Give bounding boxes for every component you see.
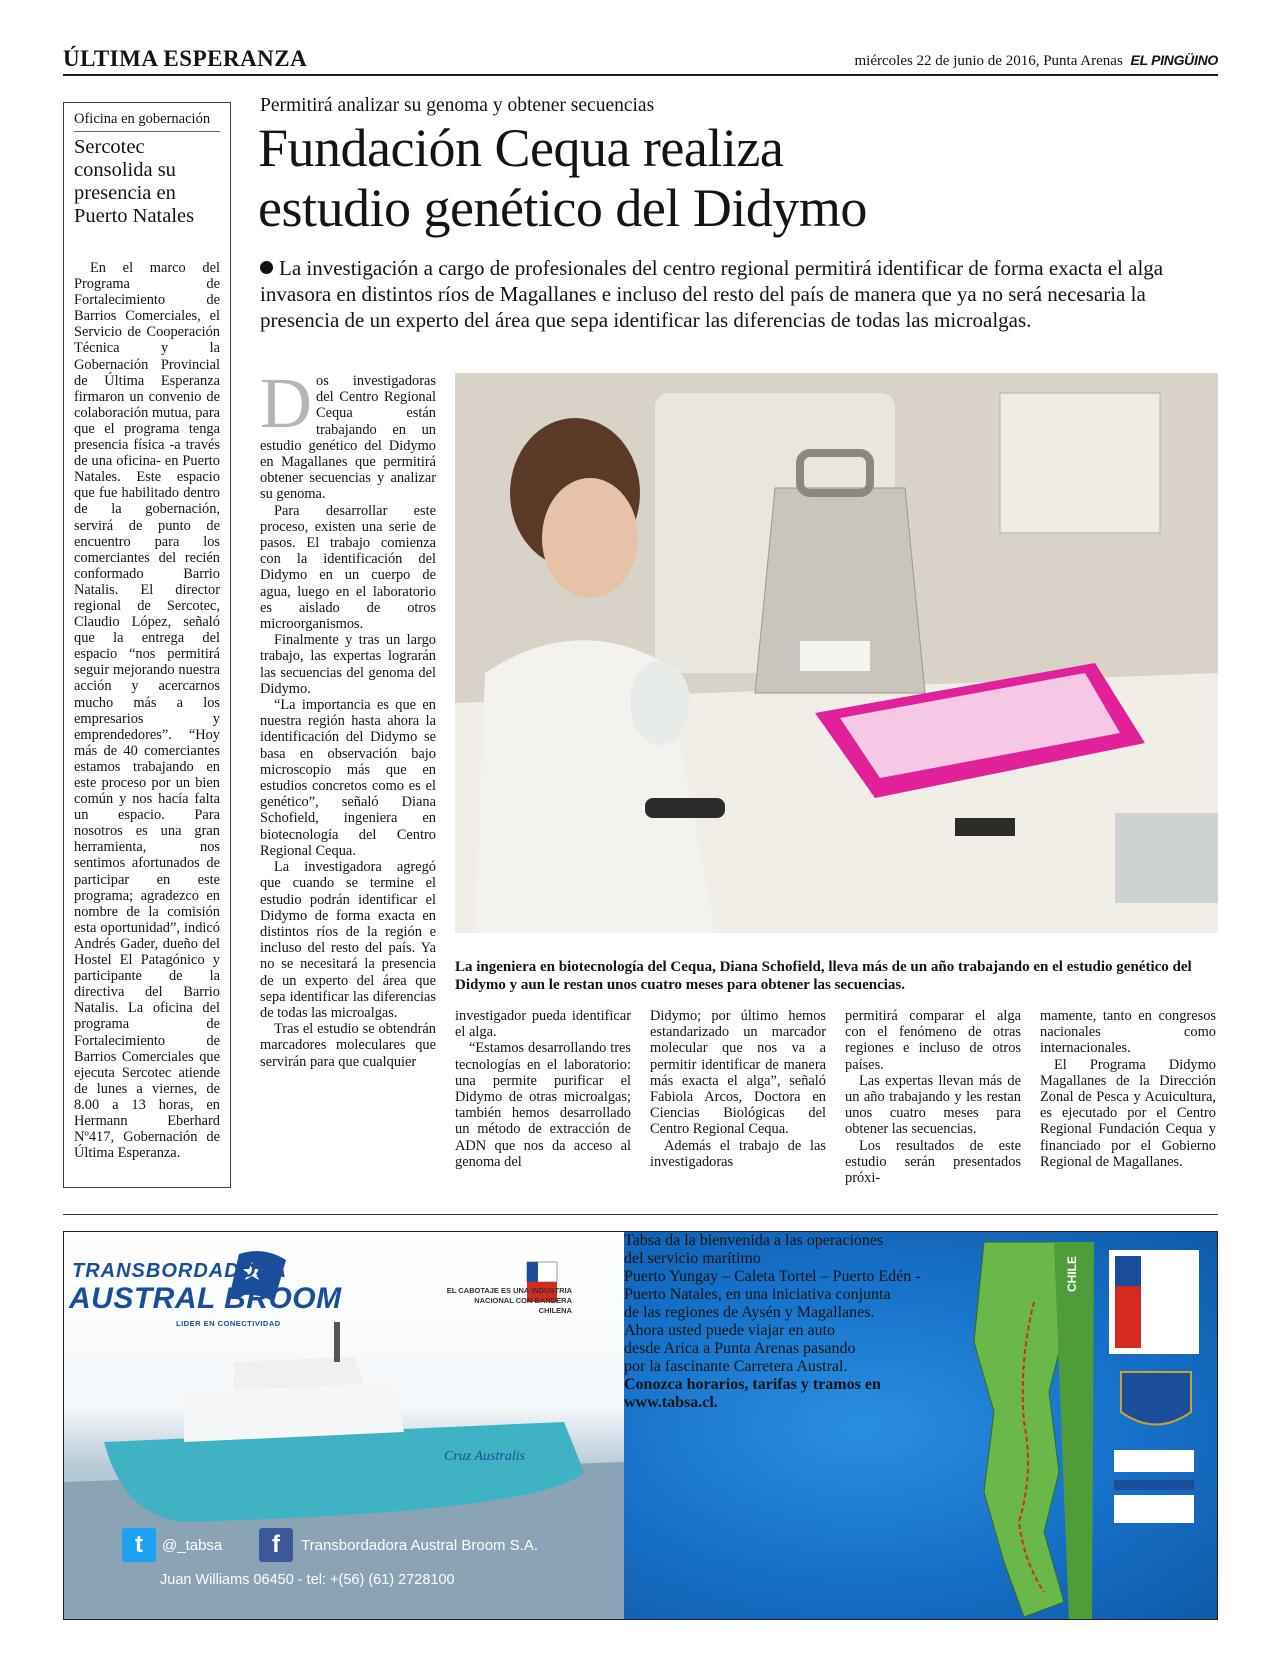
article-photo xyxy=(455,373,1218,933)
header-rule xyxy=(63,74,1218,76)
newspaper-brand: EL PINGÜINO xyxy=(1130,52,1218,68)
paragraph: permitirá comparar el alga con el fenómeno de otras regiones e incluso de otros países. xyxy=(845,1008,1021,1073)
ad-text-line: desde Arica a Punta Arenas pasando xyxy=(624,1340,856,1357)
ad-logo-line-2: AUSTRAL BROOM xyxy=(69,1282,342,1315)
paragraph: Tras el estudio se obtendrán marcadores moleculares que servirán para que cualquier xyxy=(260,1021,436,1070)
chile-flag-blue xyxy=(527,1262,538,1282)
headline-line-1: Fundación Cequa realiza xyxy=(258,118,784,178)
map-country-label: CHILE xyxy=(1065,1256,1079,1292)
paragraph: Para desarrollar este proceso, existen una serie de pasos. El trabajo comienza con la identificación del Didymo en un cuerpo de agua, luego en el laboratorio es aislado de otros microorganismos. xyxy=(260,502,436,633)
twitter-handle[interactable]: @_tabsa xyxy=(162,1537,223,1554)
sidebar-body: En el marco del Programa de Fortalecimiento de Barrios Comerciales, el Servicio de Cooperación Técnica y la Gobernación Provincial de Última Esperanza firmaron un convenio de colaboración mutua, para que el programa tenga presencia física -a través de una oficina- en Puerto Natales. Este espacio que fue habilitado dentro de la gobernación, servirá de punto de encuentro para los comerciantes del recién conformado Barrio Natalis. El director regional de Sercotec, Claudio López, señaló que la entrega del espacio “nos permitirá seguir mejorando nuestra acción y acercarnos mucho más a los empresarios y emprendedores”. “Hoy más de 40 comerciantes estamos trabajando en este proceso por un bien común y nos hacía falta un espacio. Para nosotros es una gran herramienta, nos sentimos afortunados de participar en este programa; agradezco en nombre de la comisión esta oportunidad”, indicó Andrés Gader, dueño del Hostel El Patagónico y participante de la directiva del Barrio Natalis. La oficina del programa de Fortalecimiento de Barrios Comerciales que ejecuta Sercotec atiende de lunes a viernes, de 8.00 a 13 horas, en Hermann Eberhard Nº417, Gobernación de Última Esperanza. xyxy=(74,260,220,1162)
drop-cap: D xyxy=(260,373,312,443)
article-headline xyxy=(258,118,1218,238)
wall-poster xyxy=(1000,393,1160,533)
paragraph: La investigadora agregó que cuando se termine el estudio podrán identificar el Didymo de forma exacta en distintos ríos de la región e incluso del resto del país. Ya no se necesitará la presencia de un experto del área que sepa identificar las diferencias de todas las microalgas. xyxy=(260,859,436,1021)
ad-text-line: de las regiones de Aysén y Magallanes. xyxy=(624,1304,875,1321)
sidebar-kicker: Oficina en gobernación xyxy=(74,111,220,132)
ad-text-line[interactable]: www.tabsa.cl. xyxy=(624,1394,718,1411)
route-banner xyxy=(1114,1480,1194,1490)
lab-scene-illustration xyxy=(455,373,1218,933)
paragraph: Finalmente y tras un largo trabajo, las expertas lograrán las secuencias del genoma del Didymo. xyxy=(260,632,436,697)
ferry-superstructure xyxy=(184,1382,404,1442)
deck-text: La investigación a cargo de profesionales del centro regional permitirá identificar de forma exacta el alga invasora en distintos ríos de Magallanes e incluso del resto del país de manera que ya no será necesaria la presencia de un experto del área que sepa identificar las diferencias de todas las microalgas. xyxy=(260,256,1164,332)
pipette-tip-rack xyxy=(1115,813,1218,903)
paragraph: Didymo; por último hemos estandarizado un marcador molecular que nos va a permitir identificar de manera más exacta el alga”, señaló Fabiola Arcos, Doctora en Ciencias Biológicas del Centro Regional Cequa. xyxy=(650,1008,826,1138)
paragraph: Los resultados de este estudio serán presentados próxi- xyxy=(845,1137,1021,1187)
article-kicker: Permitirá analizar su genoma y obtener secuencias xyxy=(260,95,655,116)
ad-address: Juan Williams 06450 - tel: +(56) (61) 2728100 xyxy=(160,1572,455,1588)
twitter-icon[interactable]: t xyxy=(122,1528,156,1562)
paragraph: “Estamos desarrollando tres tecnologías en el laboratorio: una permite purificar el Didymo de otras microalgas; también hemos desarrollado un método de extracción de ADN que nos da acceso al genoma del xyxy=(455,1040,631,1170)
paragraph: mamente, tanto en congresos nacionales como internacionales. xyxy=(1040,1008,1216,1057)
ad-cabotaje-note: EL CABOTAJE ES UNA INDUSTRIA NACIONAL CON BANDERA CHILENA xyxy=(446,1286,572,1315)
sidebar-headline: Sercotec consolida su presencia en Puerto Natales xyxy=(74,136,195,227)
ferry-mast xyxy=(334,1322,340,1362)
date-text: miércoles 22 de junio de 2016, Punta Arenas xyxy=(854,53,1123,69)
article-column-2 xyxy=(455,1008,631,1203)
facebook-page[interactable]: Transbordadora Austral Broom S.A. xyxy=(301,1537,539,1554)
ad-logo-line-1: TRANSBORDADORA xyxy=(72,1260,288,1282)
wrist-watch xyxy=(645,798,725,818)
regional-shield-icon xyxy=(1121,1372,1191,1425)
article-column-4 xyxy=(845,1008,1021,1203)
paragraph: El Programa Didymo Magallanes de la Dirección Zonal de Pesca y Acuicultura, es ejecutado por el Centro Regional Fundación Cequa y financiado por el Gobierno Regional de Magallanes. xyxy=(1040,1056,1216,1170)
map-inland xyxy=(1054,1242,1094,1620)
ad-text-line: Puerto Yungay – Caleta Tortel – Puerto Edén - xyxy=(624,1268,921,1285)
footer-rule xyxy=(63,1214,1218,1215)
gloved-hand xyxy=(630,661,690,745)
sample-box xyxy=(955,818,1015,836)
paragraph: “La importancia es que en nuestra región hasta ahora la identificación del Didymo se basa en observación bajo microscopio más que en estudios concretos como es el genético”, señaló Diana Schofield, ingeniera en biotecnología del Centro Regional Cequa. xyxy=(260,697,436,859)
map-landmass xyxy=(974,1242,1069,1617)
ship-name: Cruz Australis xyxy=(444,1449,526,1464)
ad-tagline: LIDER EN CONECTIVIDAD xyxy=(176,1319,281,1328)
route-map xyxy=(624,1232,1218,1620)
article-column-1 xyxy=(260,373,436,1203)
device-label xyxy=(800,641,870,671)
sidebar-article xyxy=(63,102,231,1188)
article-column-3 xyxy=(650,1008,826,1203)
article-deck xyxy=(260,255,1218,333)
ad-info-panel xyxy=(624,1232,1218,1620)
ministry-logo-red xyxy=(1115,1286,1141,1348)
ad-text-line: Conozca horarios, tarifas y tramos en xyxy=(624,1376,881,1393)
headline-line-2: estudio genético del Didymo xyxy=(258,178,867,238)
section-title: ÚLTIMA ESPERANZA xyxy=(63,46,308,71)
facebook-icon[interactable]: f xyxy=(259,1528,293,1562)
paragraph: Además el trabajo de las investigadoras xyxy=(650,1137,826,1170)
government-logo xyxy=(1114,1495,1194,1523)
ad-text-line: del servicio marítimo xyxy=(624,1250,761,1267)
paragraph: investigador pueda identificar el alga. xyxy=(455,1008,631,1041)
paragraph: Las expertas llevan más de un año trabajando y les restan unos cuatro meses para obtener las secuencias. xyxy=(845,1072,1021,1138)
ad-ship-panel xyxy=(64,1232,624,1620)
photo-caption: La ingeniera en biotecnología del Cequa, Diana Schofield, lleva más de un año trabajando en el estudio genético del Didymo y aun le restan unos cuatro meses para obtener las secuencias. xyxy=(455,959,1192,993)
ad-text-line: Ahora usted puede viajar en auto xyxy=(624,1322,836,1339)
paragraph xyxy=(260,373,436,503)
dateline xyxy=(855,52,1219,70)
scientist-face xyxy=(542,478,638,598)
paragraph-text: os investigadoras del Centro Regional Cequa están trabajando en un estudio genético del Didymo en Magallanes que permitirá obtener secuencias y analizar su genoma. xyxy=(260,373,436,503)
ad-text-line: Puerto Natales, en una iniciativa conjunta xyxy=(624,1286,891,1303)
program-logo xyxy=(1114,1450,1194,1472)
ad-text-line: Tabsa da la bienvenida a las operaciones xyxy=(624,1232,884,1249)
ad-text-line: por la fascinante Carretera Austral. xyxy=(624,1358,848,1375)
tabsa-advertisement xyxy=(63,1231,1218,1620)
bullet-icon xyxy=(260,261,273,274)
ministry-logo-blue xyxy=(1115,1256,1141,1286)
article-column-5 xyxy=(1040,1008,1216,1203)
